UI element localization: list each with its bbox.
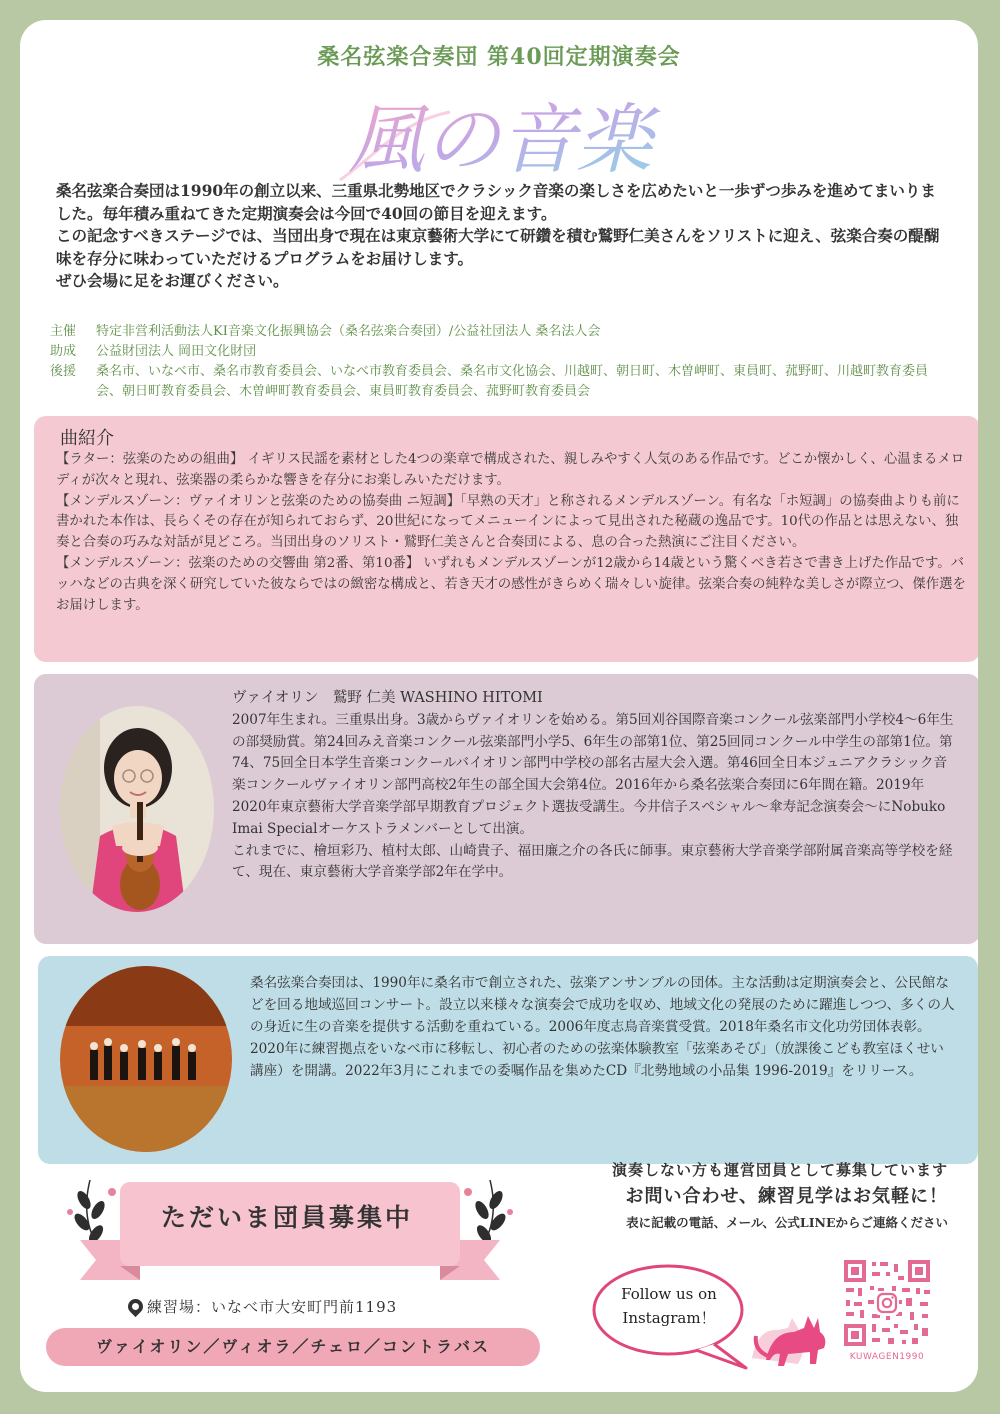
instagram-speech-bubble	[586, 1256, 756, 1376]
ensemble-description: 桑名弦楽合奏団は、1990年に桑名市で創立された、弦楽アンサンブルの団体。主な活動は定期演奏会と、公民館などを回る地域巡回コンサート。設立以来様々な演奏会で成功を収め、地域文化の発展のために躍進しつつ、多くの人の身近に生の音楽を提供する活動を重ねている。2006年度志鳥音楽賞受賞。2018年桑名市文化功労団体表彰。2020年に練習拠点をいなべ市に移転し、初心者のための弦楽体験教室「弦楽あそび」（放課後こども教室ほくせい講座）を開講。2022年3月にこれまでの委嘱作品を集めたCD『北勢地域の小品集 1996-2019』をリリース。	[250, 975, 955, 1079]
soloist-name: ヴァイオリン 鷲野 仁美 WASHINO HITOMI	[232, 690, 543, 706]
soloist-bio: 2007年生まれ。三重県出身。3歳からヴァイオリンを始める。第5回刈谷国際音楽コンクール弦楽部門小学校4～6年生の部奨励賞。第24回みえ音楽コンクール弦楽部門小学5、6年生の部第1位、第25回同コンクール中学生の部第1位。第74、75回全日本学生音楽コンクールバイオリン部門中学校の部名古屋大会入選。第46回全日本ジュニアクラシック音楽コンクールヴァイオリン部門高校2年生の部全国大会第4位。2016年から桑名弦楽合奏団に6年間在籍。2019年2020年東京藝術大学音楽学部早期教育プロジェクト選抜受講生。今井信子スペシャル～傘寿記念演奏会～にNobuko Imai Specialオーケストラメンバーとして出演。	[232, 711, 954, 837]
support-row	[50, 362, 950, 402]
piece-description: 【メンデルスゾーン：ヴァイオリンと弦楽のための協奏曲 ニ短調】「早熟の天才」と称されるメンデルスゾーン。有名な「ホ短調」の協奏曲よりも前に書かれた本作は、長らくその存在が知られておらず、20世紀になってメニューインによって見出された秘蔵の逸品です。10代の作品とは思えない、独奏と合奏の巧みな対話が見どころ。当団出身のソリスト・鷲野仁美さんと合奏団による、息の合った熱演にご注目ください。	[56, 493, 960, 551]
support-label: 後援	[50, 364, 77, 379]
soloist-photo	[60, 706, 214, 912]
instagram-callout-line-2: Instagram！	[622, 1309, 716, 1327]
organizer-label: 主催	[50, 324, 77, 339]
contact-info	[548, 1158, 948, 1234]
recruitment-section	[40, 1160, 540, 1370]
contact-line-3: 表に記載の電話、メール、公式LINEからご連絡ください	[626, 1215, 948, 1230]
soloist-portrait-image	[60, 706, 214, 912]
piece-description: 【ラター：弦楽のための組曲】 イギリス民謡を素材とした4つの楽章で構成された、親しみやすく人気のある作品です。どこか懐かしく、心温まるメロディが次々と現れ、弦楽器の柔らかな響きを存分にお楽しみいただけます。	[56, 452, 965, 488]
program-notes-body	[56, 450, 966, 616]
intro-paragraph: ぜひ会場に足をお運びください。	[56, 271, 289, 291]
left-branch-icon	[67, 1180, 116, 1250]
recruitment-title: ただいま団員募集中	[160, 1203, 413, 1232]
instrument-list: ヴァイオリン／ヴィオラ／チェロ／コントラバス	[46, 1328, 540, 1366]
title-text: 風の音楽	[348, 95, 652, 184]
program-notes-box	[34, 416, 978, 662]
grant-label: 助成	[50, 344, 77, 359]
title-graphic	[320, 82, 680, 192]
support-text: 桑名市、いなべ市、桑名市教育委員会、いなべ市教育委員会、桑名市文化協会、川越町、朝日町、木曽岬町、東員町、菰野町、川越町教育委員会、朝日町教育委員会、木曽岬町教育委員会、東員町教育委員会、菰野町教育委員会	[96, 364, 929, 399]
instagram-callout	[604, 1282, 734, 1330]
instagram-callout-line-1: Follow us on	[621, 1285, 717, 1303]
concert-subtitle: 桑名弦楽合奏団 第40回定期演奏会	[317, 44, 681, 70]
location-pin-icon	[125, 1296, 146, 1317]
organizer-text: 特定非営利活動法人KI音楽文化振興協会（桑名弦楽合奏団）/公益社団法人 桑名法人会	[96, 324, 601, 339]
right-branch-icon	[464, 1180, 513, 1250]
grant-row	[50, 342, 950, 362]
organizer-row	[50, 322, 950, 342]
intro-paragraph: 桑名弦楽合奏団は1990年の創立以来、三重県北勢地区でクラシック音楽の楽しさを広めたいと一歩ずつ歩みを進めてまいりました。毎年積み重ねてきた定期演奏会は今回で40回の節目を迎えます。	[56, 181, 936, 223]
soloist-box	[34, 674, 978, 944]
instagram-account-name: KUWAGEN1990	[849, 1352, 925, 1362]
contact-line-1: 演奏しない方も運営団員として募集しています	[611, 1161, 948, 1179]
practice-location-text: 練習場：いなべ市大安町門前1193	[147, 1298, 398, 1316]
ensemble-box	[38, 956, 978, 1164]
cat-icon	[748, 1298, 848, 1370]
concert-title	[320, 82, 680, 192]
ensemble-concert-image	[60, 966, 232, 1152]
intro-text	[56, 180, 946, 293]
program-notes-heading: 曲紹介	[60, 428, 114, 449]
contact-line-2: お問い合わせ、練習見学はお気軽に！	[625, 1186, 948, 1207]
piece-description: 【メンデルスゾーン：弦楽のための交響曲 第2番、第10番】 いずれもメンデルスゾーンが12歳から14歳という驚くべき若さで書き上げた作品です。バッハなどの古典を深く研究していた彼ならではの緻密な構成と、若き天才の感性がきらめく瑞々しい旋律。弦楽合奏の純粋な美しさが際立つ、傑作選をお届けします。	[56, 555, 966, 613]
ensemble-photo	[60, 966, 232, 1152]
grant-text: 公益財団法人 岡田文化財団	[96, 344, 257, 359]
practice-location	[128, 1296, 397, 1317]
soloist-profile	[232, 688, 954, 884]
instagram-qr-code[interactable]	[842, 1258, 932, 1348]
instagram-logo-icon	[875, 1291, 899, 1315]
soloist-teachers: これまでに、檜垣彩乃、植村太郎、山崎貴子、福田廉之介の各氏に師事。東京藝術大学音楽学部附属音楽高等学校を経て、現在、東京藝術大学音楽学部2年在学中。	[232, 842, 953, 881]
intro-paragraph: この記念すべきステージでは、当団出身で現在は東京藝術大学にて研鑽を積む鷲野仁美さんをソリストに迎え、弦楽合奏の醍醐味を存分に味わっていただけるプログラムをお届けします。	[56, 226, 940, 268]
credits	[50, 322, 950, 402]
